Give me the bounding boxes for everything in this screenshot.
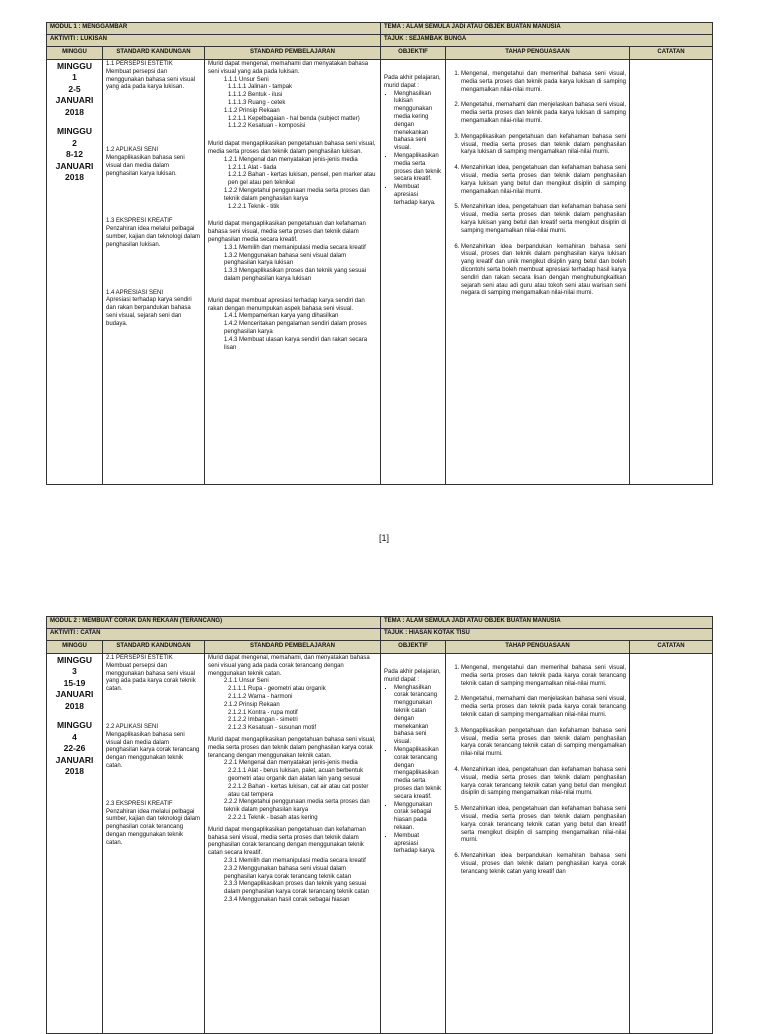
sp-line: Murid dapat mengaplikasikan pengetahuan bahasa seni visual, media serta proses dan teknik dalam penghasilan karya corak terancang dengan menggunakan teknik catan.	[208, 736, 376, 759]
page-number: [1]	[378, 533, 389, 543]
sp-line: 1.3.3 Mengaplikasikan proses dan teknik yang sesuai dalam penghasilan karya lukisan	[224, 268, 367, 282]
minggu-cell	[47, 654, 103, 1034]
page-modul-1	[46, 22, 712, 485]
sp-line: 2.3.2 Menggunakan bahasa seni visual dalam penghasilan karya corak terancang teknik catan	[224, 865, 352, 880]
sk-item: 2.1 PERSEPSI ESTETIK Membuat persepsi dan menggunakan bahasa seni visual yang ada pada karya corak teknik catan.	[106, 655, 196, 693]
modul-title: MODUL 1 : MENGGAMBAR	[47, 23, 381, 35]
tajuk-title: TAJUK : HIASAN KOTAK TISU	[381, 629, 713, 641]
objektif-item: ▪ Membuat apresiasi terhadap karya.	[394, 833, 442, 856]
sp-line: 1.2.1.1 Kepelbagaian - hal benda (subject matter)	[228, 115, 360, 122]
sp-line: 2.3.4 Menggunakan hasil corak sebagai hiasan	[224, 896, 350, 903]
modul-title: MODUL 2 : MEMBUAT CORAK DAN REKAAN (TERANCANG)	[47, 617, 381, 629]
tahap-item: 2. Mengetahui, memahami dan menjelaskan bahasa seni visual, media serta proses dan teknik pada karya lukisan di samping mengamalkan nilai-nilai murni.	[461, 102, 626, 125]
sp-line: 2.1.2 Prinsip Rekaan	[224, 701, 280, 708]
sp-line: Murid dapat membuat apresiasi terhadap karya sendiri dan rakan dengan menumpukan aspek bahasa seni visual.	[208, 297, 365, 312]
sp-line: 1.2.1.2 Bahan - kertas lukisan, pensel, pen marker atau pen gel atau pen teknikal	[228, 172, 376, 187]
sk-cell	[103, 654, 205, 1034]
sp-line: 2.1.1.1 Rupa - geometri atau organik	[228, 686, 326, 693]
sp-line: 1.2.1.1 Alat - tiada	[228, 164, 277, 171]
obj-intro: Pada akhir pelajaran, murid dapat :	[384, 75, 441, 89]
sk-item: 2.3 EKSPRESI KREATIF Penzahiran idea melalui pelbagai sumber, kajian dan teknologi dalam penghasilan corak terancang dengan menggunakan teknik catan.	[106, 800, 201, 846]
objektif-cell	[381, 60, 446, 485]
objektif-item: ▪ Menggunakan corak sebagai hiasan pada rekaan.	[394, 802, 442, 833]
sp-line: 2.1.1.2 Warna - harmoni	[228, 693, 293, 700]
tajuk-title: TAJUK : SEJAMBAK BUNGA	[381, 35, 713, 47]
tahap-item: 5. Menzahirkan idea, pengetahuan dan kefahaman bahasa seni visual, media serta proses dan teknik dalam penghasilan karya lukisan yang betul dan kreatif serta mengikut disiplin di samping mengamalkan nilai-nilai murni.	[461, 204, 626, 235]
minggu-a: MINGGU 1 2-5 JANUARI 2018	[55, 61, 94, 117]
sp-line: 1.1.1.3 Ruang - cetek	[228, 99, 286, 106]
sp-line: 2.2.1.2 Bahan - kertas lukisan, cat air atau cat poster atau cat tempera	[228, 783, 369, 798]
sp-line: 2.1.2.1 Kontra - rupa motif	[228, 709, 298, 716]
sp-cell	[205, 60, 381, 485]
sp-line: 2.1.2.3 Kesatuan - susunan motif	[228, 725, 317, 732]
sp-line: 2.1.1 Unsur Seni	[224, 678, 269, 685]
sp-line: Murid dapat mengaplikasikan pengetahuan dan kefahaman bahasa seni visual, media serta proses dan teknik dalam penghasilan media secara kreatif.	[208, 221, 366, 243]
column-header: STANDARD PEMBELAJARAN	[205, 47, 381, 60]
sk-item: 1.4 APRESIASI SENI Apresiasi terhadap karya sendiri dan rakan berpandukan bahasa seni visual, sejarah seni dan budaya.	[106, 289, 192, 327]
sp-line: 2.3.3 Mengaplikasikan proses dan teknik yang sesuai dalam penghasilan karya corak terancang teknik catan	[224, 881, 370, 896]
sk-item: 2.2 APLIKASI SENI Mengaplikasikan bahasa seni visual dan media dalam penghasilan karya corak terancang dengan menggunakan teknik catan.	[106, 723, 200, 769]
minggu-cell	[47, 60, 103, 485]
sp-cell	[205, 654, 381, 1034]
tahap-item: 3. Mengaplikasikan pengetahuan dan kefahaman bahasa seni visual, media serta proses dan teknik dalam penghasilan karya lukisan di samping mengamalkan nilai-nilai murni.	[461, 134, 626, 157]
page-modul-2	[46, 616, 712, 1034]
sk-item: 1.1 PERSEPSI ESTETIK Membuat persepsi dan menggunakan bahasa seni visual yang ada pada karya lukisan.	[106, 61, 196, 91]
column-header: STANDARD KANDUNGAN	[103, 47, 205, 60]
column-header: TAHAP PENGUASAAN	[446, 641, 630, 654]
column-header: TAHAP PENGUASAAN	[446, 47, 630, 60]
sk-item: 1.3 EKSPRESI KREATIF Penzahiran idea melalui pelbagai sumber, kajian dan teknologi dalam penghasilan lukisan.	[106, 218, 201, 248]
catatan-cell	[630, 654, 713, 1034]
minggu-a: MINGGU 3 15-19 JANUARI 2018	[55, 655, 94, 711]
tahap-item: 5. Menzahirkan idea, pengetahuan dan kefahaman bahasa seni visual, media serta proses dan teknik dalam penghasilan karya corak terancang teknik catan yang betul dan kreatif serta mengikut disiplin di samping mengamalkan nilai-nilai murni.	[461, 806, 626, 845]
sp-line: 1.1.2 Prinsip Rekaan	[224, 107, 280, 114]
column-header: CATATAN	[630, 47, 713, 60]
aktiviti-title: AKTIVITI : LUKISAN	[47, 35, 381, 47]
column-header: CATATAN	[630, 641, 713, 654]
sp-block	[208, 221, 377, 283]
tahap-cell	[446, 654, 630, 1034]
sp-line: 1.3.1 Memilih dan memanipulasi media secara kreatif	[224, 244, 366, 251]
sp-line: 1.1.1 Unsur Seni	[224, 76, 269, 83]
tema-title: TEMA : ALAM SEMULA JADI ATAU OBJEK BUATAN MANUSIA	[381, 617, 713, 629]
minggu-b: MINGGU 2 8-12 JANUARI 2018	[55, 126, 94, 183]
sp-line: 1.1.1.2 Bentuk - ilusi	[228, 92, 283, 99]
sp-line: Murid dapat mengaplikasikan pengetahuan bahasa seni visual, media serta proses dan teknik dalam penghasilan lukisan.	[208, 141, 376, 155]
tahap-item: 4. Menzahirkan idea, pengetahuan dan kefahaman bahasa seni visual, media serta proses dan teknik dalam penghasilan karya lukisan yang betul dan mengikut disiplin di samping mengamalkan nilai-nilai murni.	[461, 165, 626, 196]
rpt-table	[46, 22, 713, 485]
sp-block	[208, 61, 377, 131]
sp-block	[208, 655, 377, 733]
tahap-item: 6. Menzahirkan idea berpandukan kemahiran bahasa seni visual, proses dan teknik dalam penghasilan karya lukisan yang kreatif dan unik mengikut disiplin yang betul dan boleh dicontohi serta boleh membuat apresiasi terhadap hasil karya sendiri dan rakan secara lisan dengan menghubungkaitkan sejarah seni atau adi guru atau tokoh seni atau warisan seni negara di samping mengamalkan nilai-nilai murni.	[461, 244, 626, 299]
tahap-item: 4. Menzahirkan idea, pengetahuan dan kefahaman bahasa seni visual, media serta proses dan teknik dalam penghasilan karya corak terancang teknik catan yang betul dan mengikut disiplin di samping mengamalkan nilai-nilai murni.	[461, 767, 626, 798]
sp-line: 2.3.1 Memilih dan memanipulasi media secara kreatif	[224, 857, 366, 864]
column-header: STANDARD PEMBELAJARAN	[205, 641, 381, 654]
sp-line: 2.2.1.1 Alat - berus lukisan, palet, acuan berbentuk geometri atau organik dan alatan lain yang sesuai	[228, 768, 364, 782]
objektif-cell	[381, 654, 446, 1034]
sp-line: 2.2.1 Mengenal dan menyatakan jenis-jenis media	[224, 760, 358, 767]
sp-line: Murid dapat mengenal, memahami, dan menyatakan bahasa seni visual yang ada pada corak terancang dengan menggunakan teknik catan.	[208, 655, 370, 677]
objektif-item: ▪ Mengaplikasikan media serta proses dan teknik secara kreatif.	[394, 153, 442, 184]
tema-title: TEMA : ALAM SEMULA JADI ATAU OBJEK BUATAN MANUSIA	[381, 23, 713, 35]
sp-line: 2.2.2 Mengetahui penggunaan media serta proses dan teknik dalam penghasilan karya	[224, 799, 370, 814]
objektif-item: ▪ Mengaplikasikan corak terancang dengan mengaplikasikan media serta proses dan teknik secara kreatif.	[394, 747, 442, 802]
obj-intro: Pada akhir pelajaran, murid dapat :	[384, 669, 441, 683]
tahap-item: 2. Mengetahui, memahami dan menjelaskan bahasa seni visual, media serta proses dan teknik pada karya corak terancang teknik catan di samping mengamalkan nilai-nilai murni.	[461, 696, 626, 719]
sp-line: 1.2.2.1 Teknik - titik	[228, 203, 280, 210]
tahap-item: 6. Menzahirkan idea berpandukan kemahiran bahasa seni visual, proses dan teknik dalam penghasilan karya corak terancang teknik catan yang kreatif dan	[461, 853, 626, 876]
objektif-item: ▪ Menghasilkan lukisan menggunakan media kering dengan menekankan bahasa seni visual.	[394, 91, 442, 153]
aktiviti-title: AKTIVITI : CATAN	[47, 629, 381, 641]
sp-line: 1.2.1 Mengenal dan menyatakan jenis-jenis media	[224, 156, 358, 163]
objektif-item: ▪ Menghasilkan corak terancang menggunakan teknik catan dengan menekankan bahasa seni visual.	[394, 685, 442, 747]
column-header: MINGGU	[47, 47, 103, 60]
sp-block	[208, 141, 377, 211]
sp-block	[208, 298, 377, 353]
column-header: STANDARD KANDUNGAN	[103, 641, 205, 654]
sp-line: 1.4.1 Mempamerkan karya yang dihasilkan	[224, 313, 339, 320]
sp-line: 2.1.2.2 Imbangan - simetri	[228, 717, 298, 724]
column-header: OBJEKTIF	[381, 641, 446, 654]
sp-line: 1.3.2 Menggunakan bahasa seni visual dalam penghasilan karya lukisan	[224, 252, 347, 267]
catatan-cell	[630, 60, 713, 485]
sp-line: 1.2.2 Mengetahui penggunaan media serta proses dan teknik dalam penghasilan karya	[224, 187, 370, 202]
tahap-item: 1. Mengenal, mengetahui dan memerihal bahasa seni visual, media serta proses dan teknik pada karya lukisan di samping mengamalkan nilai-nilai murni.	[461, 71, 626, 94]
column-header: OBJEKTIF	[381, 47, 446, 60]
sp-line: 1.1.2.2 Kesatuan - komposisi	[228, 123, 306, 130]
sp-block	[208, 827, 377, 905]
tahap-cell	[446, 60, 630, 485]
sp-block	[208, 737, 377, 823]
sp-line: 1.1.1.1 Jalinan - tampak	[228, 84, 293, 91]
sp-line: 2.2.2.1 Teknik - basah atas kering	[228, 814, 318, 821]
minggu-b: MINGGU 4 22-26 JANUARI 2018	[55, 720, 94, 777]
sp-line: Murid dapat mengenal, memahami dan menyatakan bahasa seni visual yang ada pada lukisan.	[208, 61, 369, 75]
objektif-item: ▪ Membuat apresiasi terhadap karya.	[394, 184, 442, 207]
tahap-item: 1. Mengenal, mengetahui dan memerihal bahasa seni visual, media serta proses dan teknik pada karya corak terancang teknik catan di samping mengamalkan nilai-nilai murni.	[461, 665, 626, 688]
sk-cell	[103, 60, 205, 485]
sp-line: 1.4.3 Membuat ulasan karya sendiri dan rakan secara lisan	[224, 336, 368, 351]
tahap-item: 3. Mengaplikasikan pengetahuan dan kefahaman bahasa seni visual, media serta proses dan teknik dalam penghasilan karya corak terancang teknik catan di samping mengamalkan nilai-nilai murni.	[461, 728, 626, 759]
sp-line: 1.4.2 Menceritakan pengalaman sendiri dalam proses penghasilan karya	[224, 321, 367, 335]
rpt-table	[46, 616, 713, 1034]
column-header: MINGGU	[47, 641, 103, 654]
sp-line: Murid dapat mengaplikasikan pengetahuan dan kefahaman bahasa seni visual, media serta proses dan teknik dalam penghasilan corak terancang dengan menggunakan teknik catan secara kreatif.	[208, 826, 366, 857]
sk-item: 1.2 APLIKASI SENI Mengaplikasikan bahasa seni visual dan media dalam penghasilan karya lukisan.	[106, 147, 185, 177]
